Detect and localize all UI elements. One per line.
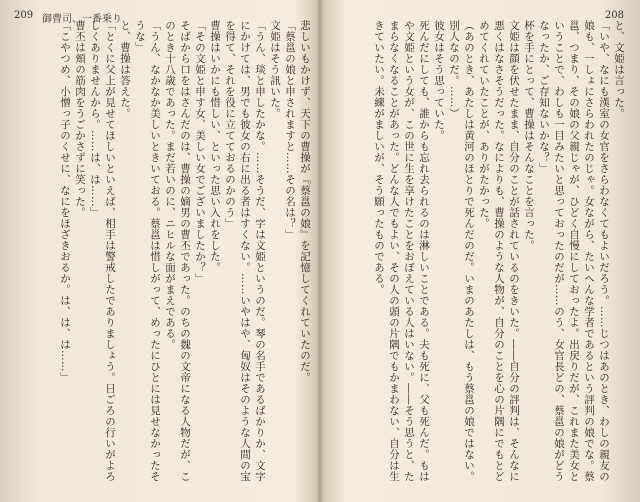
text-line: 「とくに父上が見せてほしいといえば、相手は警戒したでありましょう。日ごろの行いがよろしくありませんから。……は、は……」 [89, 20, 116, 482]
text-line: 「うん、なかなか美しいときいておる。蔡邕は惜しがって、めったにひとには見せなかったそうな」 [134, 20, 161, 482]
text-line: 曹丕は頬の筋肉をうごかさずに笑った。 [74, 20, 86, 218]
text-line: 「その文姫と申す女、美しい女でございましたか？」 [194, 20, 206, 284]
text-line: と、曹操は答えた。 [119, 20, 131, 119]
text-line: 杯を手にとって、曹操はそんなことを言った。 [523, 20, 535, 251]
text-line: （あのとき、あたしは黄河のほとりで死んだのだ。いまのあたしは、もう蔡邕の娘ではない。別人なのだ。……） [448, 20, 475, 482]
right-page-number: 208 [604, 10, 624, 21]
text-line: 文姫は顔を伏せたまま、自分のことが話されているのをきいた。――自分の評判は、そんなに悪くはなさそうだった。なによりも、曹操のような人物が、自分のことを心の片隅にでもとどめてくれていたことが、ありがたかった。 [478, 20, 520, 482]
left-page-number: 209 [14, 10, 34, 21]
right-page [320, 0, 640, 502]
text-line: 死んだにしても、誰からも忘れ去られるのは淋しいことである。夫も死に、父も死んだ。もはや文姫という女が、この世に生を享けたことをおぼえている人はいない。――そう思うと、たまらなくなることがあった。どんな人でもよい、その人の頭の片隅でもかまわない、自分は生きていたい。未練がましいが、そう願ったものである。 [373, 20, 430, 482]
text-line: 悲しいもかけず、天下の曹操が『蔡邕の娘』を記憶してくれていたのだ。 [299, 20, 311, 383]
running-head: 御曹司、一番乗り [42, 14, 122, 25]
text-line: 「いや、なにも漢室の女官をさらわなくてもよいだろう。……じつはあのとき、わしの親友の娘も、一しょにさらわれたのじゃ。女ながら、たいへんな学者であるという評判の娘でな。蔡邕、つまり、その娘の父親じゃが、ひどく自慢にしておったよ。出戻りだが、これまた美女ということで、わしも一目みたいと思っておったのだが……のう、女官長どの、蔡邕の娘がどうなったか、ご存知ないかな？」 [538, 20, 610, 482]
text-line: 「こやつめ、小憎っ子のくせに、なにをほざきおるか。は、は、は……」 [59, 20, 71, 383]
text-line: 文姫はそう訊いた。 [269, 20, 281, 119]
text-line: 曹操はいかにも惜しい、といった思い入れをした。 [209, 20, 221, 273]
text-line: 「蔡邕の娘と申されますと……その名は？」 [284, 20, 296, 240]
text-line: そばから口をはさんだのは、曹操の嫡男の曹丕であった。のちの魏の文帝になる人物だが、このとき十八歳であった。まだ若いのに、ニヒルな面がまえである。 [164, 20, 191, 482]
text-line: 「うん、琰と申したかな。……そうだ、字は文姫というのだ。琴の名手であるばかりか、文字にかけては、男でも彼女の右に出る者はすくない。……いやはや、匈奴はそのような人間の宝を得て、それを役に立てておるのかのう」 [224, 20, 266, 482]
text-line: と、文姫は言った。 [613, 20, 625, 119]
right-page-body [328, 20, 626, 484]
left-page-body [10, 20, 312, 484]
text-line: 彼女はそう思っていた。 [433, 20, 445, 141]
page-gutter [316, 0, 324, 502]
